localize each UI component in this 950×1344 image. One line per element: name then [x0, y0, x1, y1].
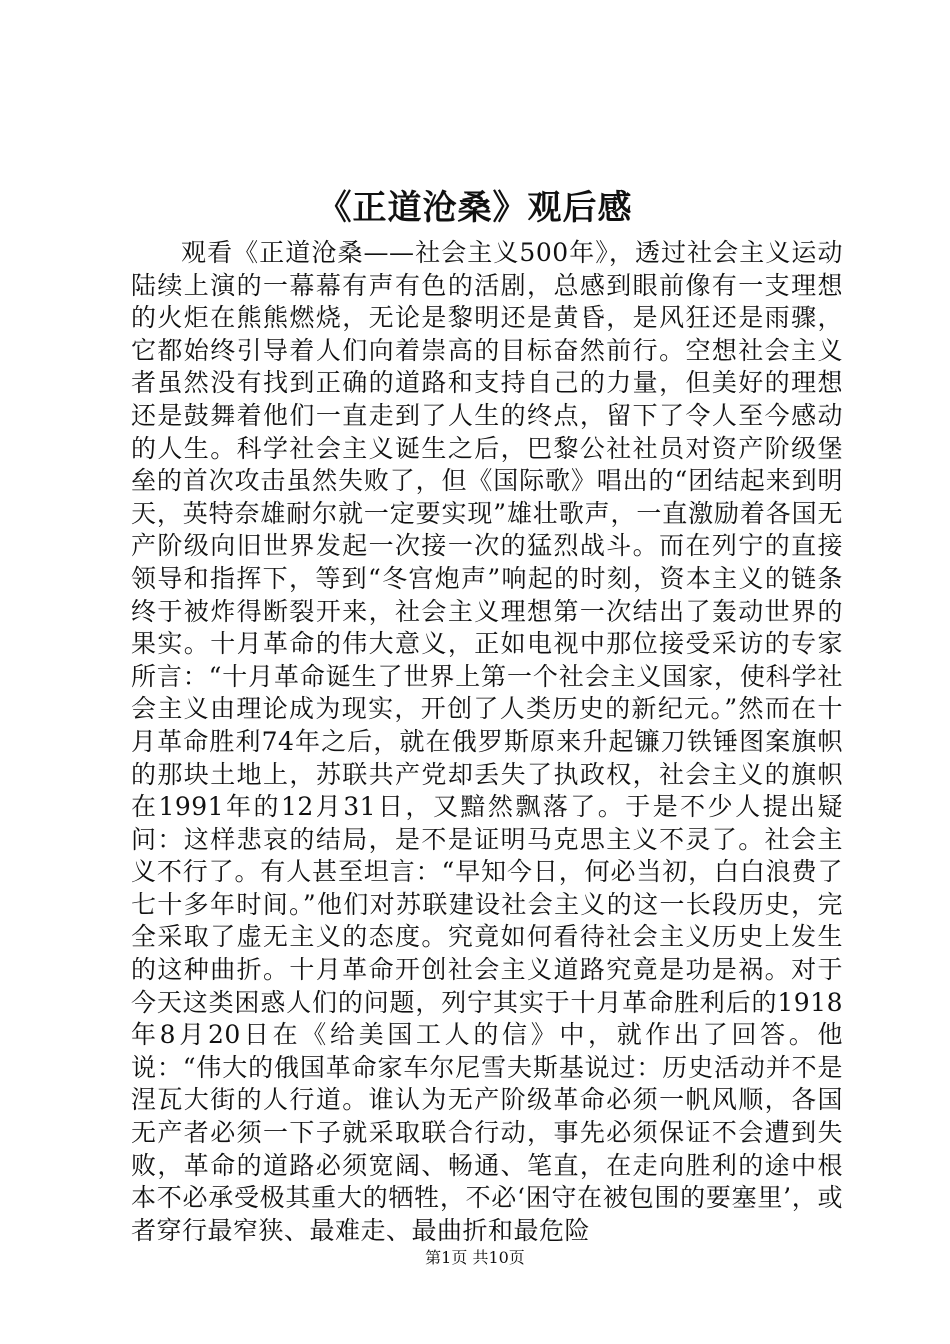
page-number-footer: 第1页 共10页 — [425, 1248, 525, 1267]
document-title: 《正道沧桑》观后感 — [317, 188, 633, 228]
document-body-paragraph: 观看《正道沧桑——社会主义500年》，透过社会主义运动陆续上演的一幕幕有声有色的活剧，总感到眼前像有一支理想的火炬在熊熊燃烧，无论是黎明还是黄昏，是风狂还是雨骤，它都始终引导着人们向着崇高的目标奋然前行。空想社会主义者虽然没有找到正确的道路和支持自己的力量，但美好的理想还是鼓舞着他们一直走到了人生的终点，留下了令人至今感动的人生。科学社会主义诞生之后，巴黎公社社员对资产阶级堡垒的首次攻击虽然失败了，但《国际歌》唱出的“团结起来到明天，英特奈雄耐尔就一定要实现”雄壮歌声，一直激励着各国无产阶级向旧世界发起一次接一次的猛烈战斗。而在列宁的直接领导和指挥下，等到“冬宫炮声”响起的时刻，资本主义的链条终于被炸得断裂开来，社会主义理想第一次结出了轰动世界的果实。十月革命的伟大意义，正如电视中那位接受采访的专家所言：“十月革命诞生了世界上第一个社会主义国家，使科学社会主义由理论成为现实，开创了人类历史的新纪元。”然而在十月革命胜利74年之后，就在俄罗斯原来升起镰刀铁锤图案旗帜的那块土地上，苏联共产党却丢失了执政权，社会主义的旗帜在1991年的12月31日，又黯然飘落了。于是不少人提出疑问：这样悲哀的结局，是不是证明马克思主义不灵了。社会主义不行了。有人甚至坦言：“早知今日，何必当初，白白浪费了七十多年时间。”他们对苏联建设社会主义的这一长段历史，完全采取了虚无主义的态度。究竟如何看待社会主义历史上发生的这种曲折。十月革命开创社会主义道路究竟是功是祸。对于今天这类困惑人们的问题，列宁其实于十月革命胜利后的1918年8月20日在《给美国工人的信》中，就作出了回答。他说：“伟大的俄国革命家车尔尼雪夫斯基说过：历史活动并不是涅瓦大街的人行道。谁认为无产阶级革命必须一帆风顺，各国无产者必须一下子就采取联合行动，事先必须保证不会遭到失败，革命的道路必须宽阔、畅通、笔直，在走向胜利的途中根本不必承受极其重大的牺牲，不必‘困守在被包围的要塞里’，或者穿行最窄狭、最难走、最曲折和最危险 — [131, 238, 843, 1245]
